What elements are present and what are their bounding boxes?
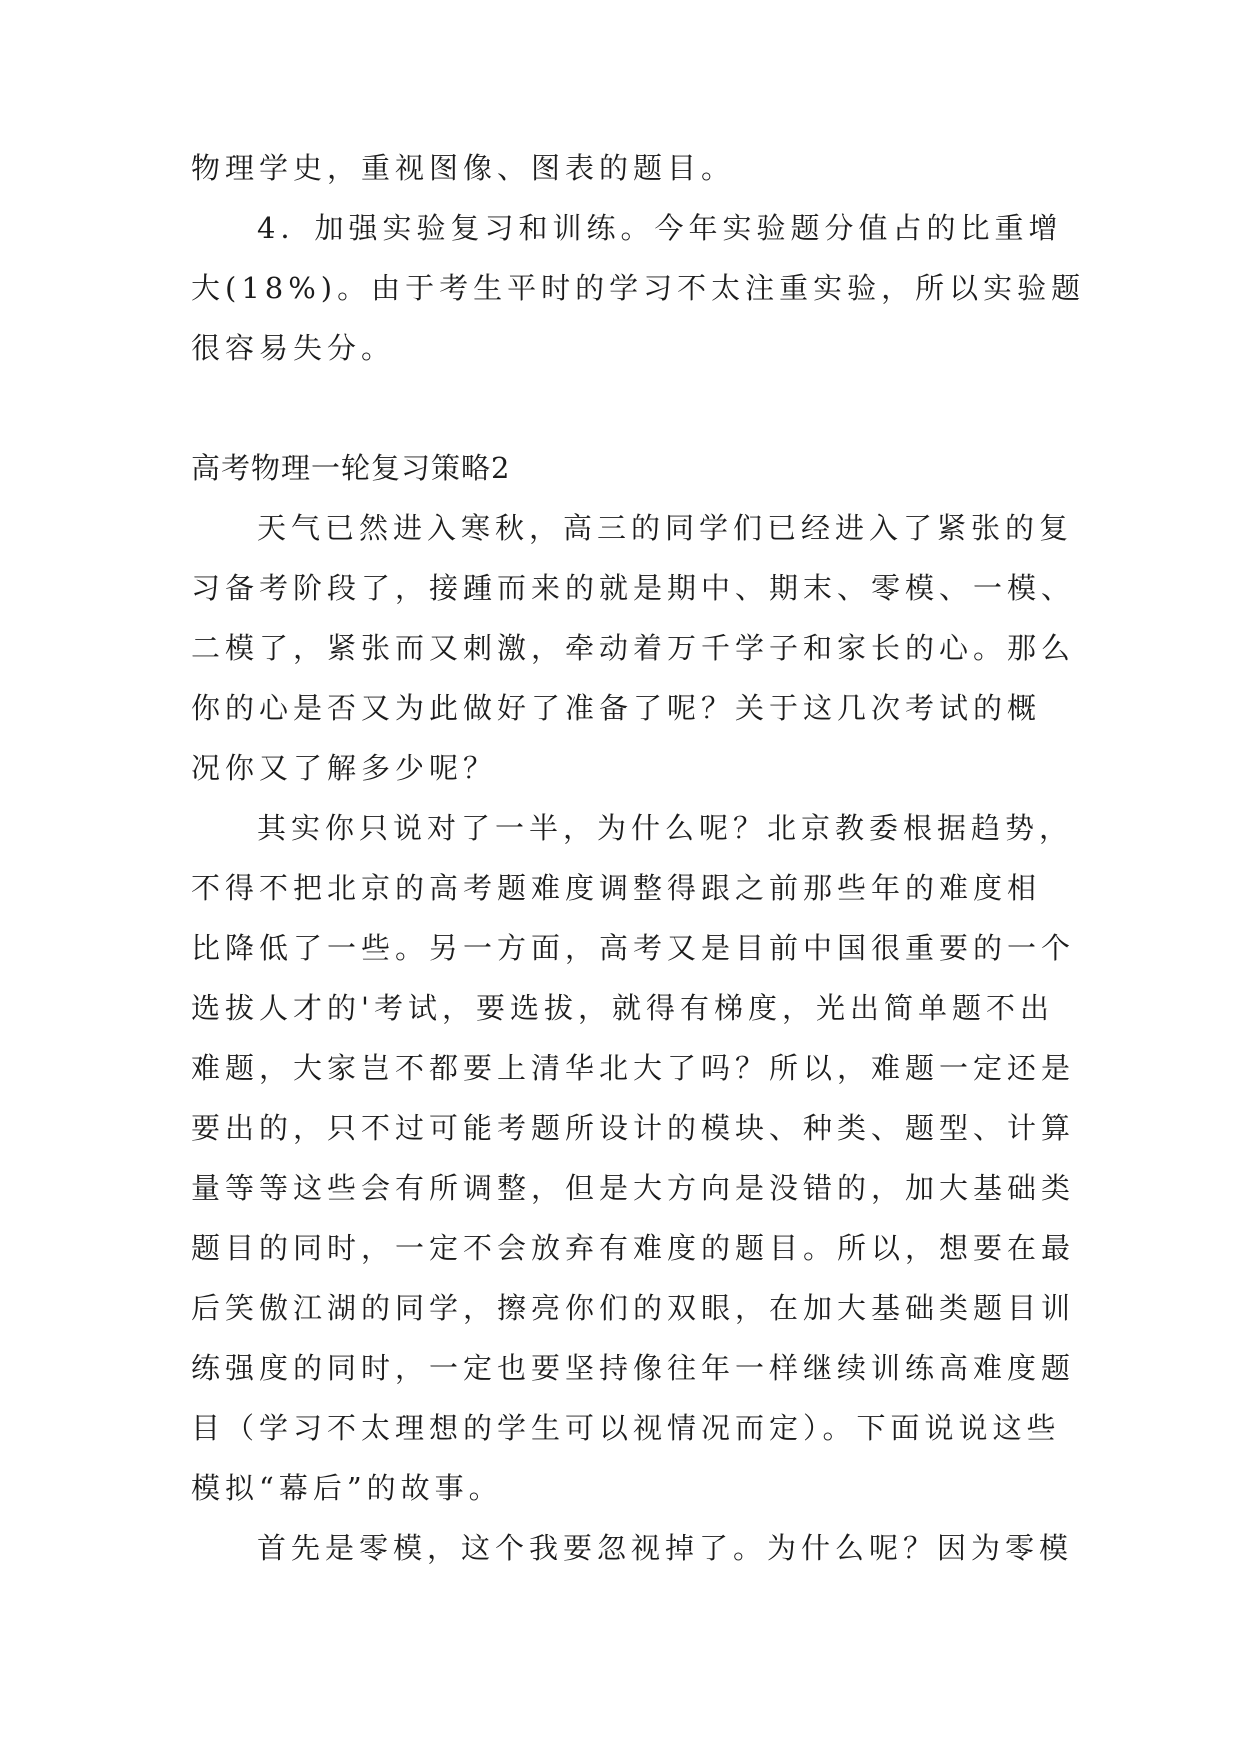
paragraph-line: 量等等这些会有所调整，但是大方向是没错的，加大基础类 bbox=[191, 1171, 1076, 1205]
paragraph-line: 很容易失分。 bbox=[191, 331, 396, 365]
paragraph-line: 不得不把北京的高考题难度调整得跟之前那些年的难度相 bbox=[191, 871, 1042, 905]
paragraph-line: 选拔人才的'考试，要选拔，就得有梯度，光出简单题不出 bbox=[191, 991, 1054, 1025]
paragraph-line: 目（学习不太理想的学生可以视情况而定）。下面说说这些 bbox=[191, 1411, 1061, 1445]
paragraph-line: 题目的同时，一定不会放弃有难度的题目。所以，想要在最 bbox=[191, 1231, 1076, 1265]
paragraph-line: 习备考阶段了，接踵而来的就是期中、期末、零模、一模、 bbox=[191, 571, 1076, 605]
paragraph-line: 大(18%)。由于考生平时的学习不太注重实验，所以实验题 bbox=[191, 271, 1086, 305]
paragraph-line: 天气已然进入寒秋，高三的同学们已经进入了紧张的复 bbox=[257, 511, 1074, 545]
paragraph-line: 况你又了解多少呢？ bbox=[191, 751, 498, 785]
paragraph-line: 物理学史，重视图像、图表的题目。 bbox=[191, 151, 736, 185]
paragraph-line: 比降低了一些。另一方面，高考又是目前中国很重要的一个 bbox=[191, 931, 1076, 965]
paragraph-line: 4．加强实验复习和训练。今年实验题分值占的比重增 bbox=[257, 211, 1063, 245]
paragraph-line: 首先是零模，这个我要忽视掉了。为什么呢？因为零模 bbox=[257, 1531, 1074, 1565]
paragraph-line: 你的心是否又为此做好了准备了呢？关于这几次考试的概 bbox=[191, 691, 1042, 725]
paragraph-line: 其实你只说对了一半，为什么呢？北京教委根据趋势， bbox=[257, 811, 1074, 845]
paragraph-line: 难题，大家岂不都要上清华北大了吗？所以，难题一定还是 bbox=[191, 1051, 1076, 1085]
paragraph-line: 模拟“幕后”的故事。 bbox=[191, 1471, 503, 1505]
paragraph-line: 要出的，只不过可能考题所设计的模块、种类、题型、计算 bbox=[191, 1111, 1076, 1145]
paragraph-line: 后笑傲江湖的同学，擦亮你们的双眼，在加大基础类题目训 bbox=[191, 1291, 1076, 1325]
paragraph-line: 练强度的同时，一定也要坚持像往年一样继续训练高难度题 bbox=[191, 1351, 1076, 1385]
section-heading: 高考物理一轮复习策略2 bbox=[191, 451, 511, 485]
paragraph-line: 二模了，紧张而又刺激，牵动着万千学子和家长的心。那么 bbox=[191, 631, 1076, 665]
